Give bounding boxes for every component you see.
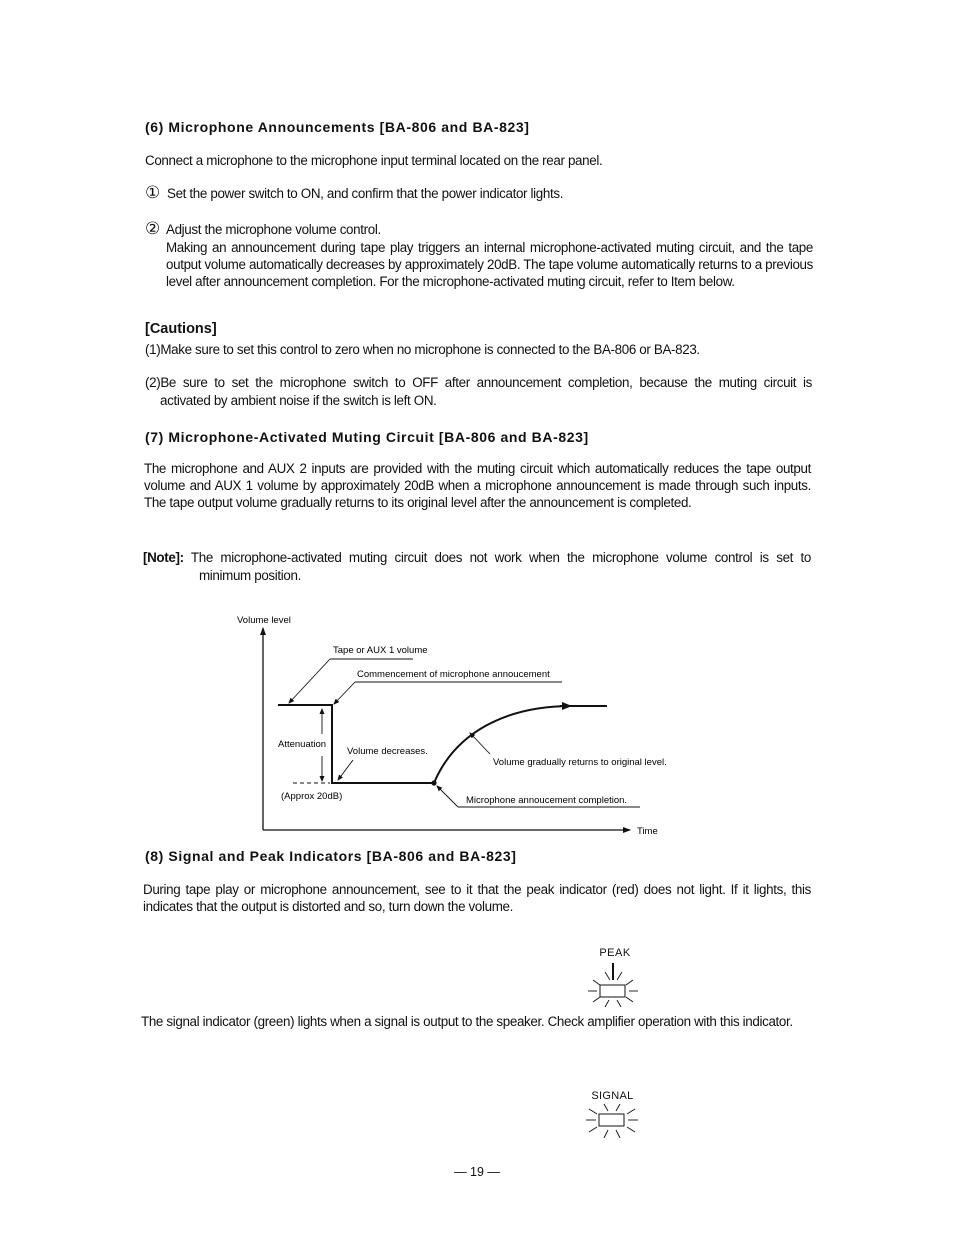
returns-label: Volume gradually returns to original level. [493, 757, 667, 768]
tape-label: Tape or AUX 1 volume [333, 645, 428, 656]
caution-2-line-1: (2)Be sure to set the microphone switch to OFF after announcement completion, because the muting circuit is [145, 375, 812, 390]
y-axis-label: Volume level [237, 615, 291, 626]
page-number: — 19 — [454, 1165, 500, 1179]
note-line-2: minimum position. [199, 568, 301, 583]
commence-label: Commencement of microphone annoucement [357, 669, 550, 680]
section-6-heading: (6) Microphone Announcements [BA-806 and BA-823] [145, 119, 530, 135]
peak-label: PEAK [599, 947, 631, 959]
completion-label-leader [437, 786, 458, 807]
step-2-text: Adjust the microphone volume control. [166, 222, 381, 237]
signal-indicator-icon [583, 1101, 643, 1143]
commence-label-leader [334, 682, 355, 704]
attenuation-label: Attenuation [278, 739, 327, 750]
step-1-text: Set the power switch to ON, and confirm that the power indicator lights. [167, 186, 564, 201]
section-7-heading: (7) Microphone-Activated Muting Circuit [BA-806 and BA-823] [145, 429, 589, 445]
step-2-marker: ② [145, 219, 160, 238]
returns-label-leader [470, 733, 490, 754]
section-8-heading: (8) Signal and Peak Indicators [BA-806 and BA-823] [145, 848, 517, 864]
section-6-intro: Connect a microphone to the microphone input terminal located on the rear panel. [145, 153, 603, 168]
step-1-marker: ① [145, 183, 160, 202]
completion-label: Microphone annoucement completion. [466, 795, 628, 806]
peak-indicator-icon [585, 960, 645, 1010]
caution-1: (1)Make sure to set this control to zero when no microphone is connected to the BA-806 or BA-823. [145, 342, 700, 357]
section-8-body: During tape play or microphone announcement, see to it that the peak indicator (red) does not light. If it lights, this indicates that the output is distorted and so, turn down the volume. [143, 882, 811, 914]
note-text-1: The microphone-activated muting circuit does not work when the microphone volume control is set to [190, 550, 811, 565]
decrease-label-leader [338, 760, 353, 780]
volume-curve-arrowhead [562, 702, 572, 710]
decrease-label: Volume decreases. [347, 746, 428, 757]
cautions-heading: [Cautions] [145, 321, 217, 337]
approx-label: (Approx 20dB) [281, 791, 343, 802]
note-label: [Note]: [143, 550, 184, 565]
signal-label: SIGNAL [591, 1090, 634, 1102]
step-2-detail: Making an announcement during tape play triggers an internal microphone-activated muting circuit, and the tape output volume automatically decreases by approximately 20dB. The tape volume automatically returns to a previous level after announcement completion. For the microphone-activated muting circuit, refer to Item below. [166, 240, 813, 289]
section-7-body: The microphone and AUX 2 inputs are provided with the muting circuit which automatically reduces the tape output volume and AUX 1 volume by approximately 20dB when a microphone announcement is made through such inputs. The tape output volume gradually returns to its original level after the announcement is completed. [144, 461, 811, 510]
x-axis-label: Time [637, 826, 658, 837]
tape-label-leader [289, 659, 330, 703]
caution-2-line-2: activated by ambient noise if the switch is left ON. [160, 393, 437, 408]
signal-body: The signal indicator (green) lights when a signal is output to the speaker. Check amplifier operation with this indicator. [141, 1014, 793, 1029]
completion-point [431, 780, 436, 785]
